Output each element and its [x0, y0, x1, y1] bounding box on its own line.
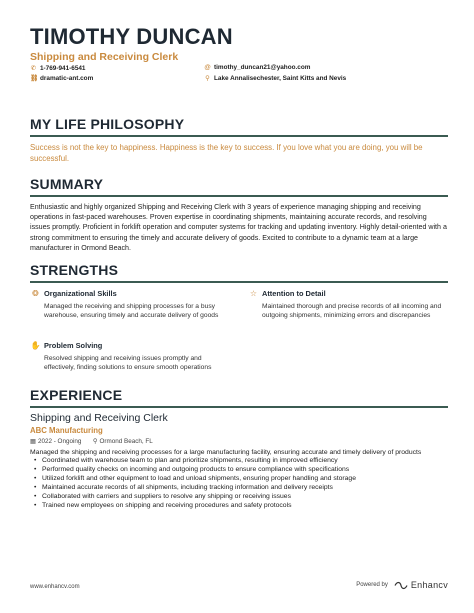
section-heading: STRENGTHS: [30, 262, 119, 278]
summary-text: Enthusiastic and highly organized Shipping and Receiving Clerk with 3 years of experience managing shipping and receiving operations in fast-paced warehouses. Proven expertise in coordinating shipments, maintaining accurate records, and resolving issues promptly. Proficient in forklift operation and computer systems for tracking and updating inventory. Highly detail-oriented with a strong commitment to ensuring the timely and accurate delivery of goods. Excited to contribute to a dynamic team at a large manufacturer in Ormond Beach.: [30, 203, 447, 252]
strength-title: Attention to Detail: [262, 289, 326, 298]
job-description: Managed the shipping and receiving processes for a large manufacturing facility, ensuring accurate and timely delivery of products: [30, 449, 422, 456]
list-item: • Collaborated with carriers and suppliers to resolve any shipping or receiving issues: [38, 493, 448, 502]
strength-header: [30, 289, 230, 298]
job-title: Shipping and Receiving Clerk: [30, 412, 168, 424]
enhancv-logo-icon: [394, 581, 408, 590]
experience-section: [30, 387, 448, 511]
strength-header: [248, 289, 448, 298]
philosophy-section: [30, 116, 448, 164]
job-meta: [30, 438, 448, 445]
job-dates: 2022 - Ongoing: [37, 438, 82, 445]
job-location: Ormond Beach, FL: [99, 438, 153, 445]
list-item: • Performed quality checks on incoming and outgoing products to ensure compliance with specifications: [38, 466, 448, 475]
contact-phone: [30, 64, 85, 72]
strength-item: [30, 341, 230, 373]
strength-item: [30, 289, 230, 321]
footer-branding: [356, 580, 448, 590]
strengths-grid: [30, 289, 448, 389]
strength-title: Problem Solving: [44, 341, 103, 350]
location-text: Lake Annalisechester, Saint Kitts and Nevis: [214, 75, 347, 82]
website-text[interactable]: dramatic-ant.com: [40, 75, 94, 82]
phone-icon: ✆: [30, 65, 37, 72]
email-text[interactable]: timothy_duncan21@yahoo.com: [214, 64, 311, 71]
phone-text: 1-769-941-6541: [40, 65, 86, 72]
strengths-section: [30, 262, 448, 389]
brand-name: Enhancv: [410, 580, 448, 590]
strength-description: Resolved shipping and receiving issues promptly and effectively, finding solutions to ensure smooth operations: [44, 355, 212, 372]
list-item: • Utilized forklift and other equipment to load and unload shipments, ensuring proper handling and storage: [38, 475, 448, 484]
company-name: ABC Manufacturing: [30, 426, 103, 435]
contact-location: [204, 74, 346, 82]
calendar-icon: ▦: [30, 438, 36, 445]
strength-item: [248, 289, 448, 321]
candidate-title: Shipping and Receiving Clerk: [30, 51, 179, 63]
section-heading: MY LIFE PHILOSOPHY: [30, 116, 185, 132]
star-icon: ☆: [249, 289, 258, 298]
contact-website[interactable]: [30, 74, 93, 82]
section-divider: [30, 406, 448, 408]
list-item: • Maintained accurate records of all shipments, including tracking information and delivery receipts: [38, 484, 448, 493]
brain-icon: ❂: [32, 289, 39, 298]
link-icon: ⛓: [30, 75, 39, 82]
philosophy-text: Success is not the key to happiness. Happiness is the key to success. If you love what you are doing, you will be successful.: [30, 143, 423, 163]
section-divider: [30, 135, 448, 137]
summary-section: [30, 176, 448, 253]
section-heading: SUMMARY: [30, 176, 104, 192]
job-bullets: [30, 457, 448, 510]
list-item: • Coordinated with warehouse team to plan and prioritize shipments, resulting in improved efficiency: [38, 457, 448, 466]
handshake-icon: ✋: [30, 341, 41, 350]
location-pin-icon: ⚲: [92, 438, 98, 445]
section-divider: [30, 281, 448, 283]
strength-header: [30, 341, 230, 350]
at-icon: @: [204, 64, 211, 71]
powered-by-label: Powered by: [356, 582, 388, 588]
section-divider: [30, 195, 448, 197]
section-heading: EXPERIENCE: [30, 387, 123, 403]
strength-title: Organizational Skills: [44, 289, 117, 298]
candidate-name: TIMOTHY DUNCAN: [30, 24, 233, 49]
strength-description: Maintained thorough and precise records of all incoming and outgoing shipments, minimizing errors and discrepancies: [262, 303, 442, 320]
list-item: • Trained new employees on shipping and receiving procedures and safety protocols: [38, 502, 448, 511]
strength-description: Managed the receiving and shipping processes for a busy warehouse, ensuring timely and accurate delivery of goods: [44, 303, 219, 320]
contact-email[interactable]: [204, 64, 310, 71]
footer-site-link[interactable]: www.enhancv.com: [30, 584, 80, 590]
location-pin-icon: ⚲: [205, 75, 210, 82]
